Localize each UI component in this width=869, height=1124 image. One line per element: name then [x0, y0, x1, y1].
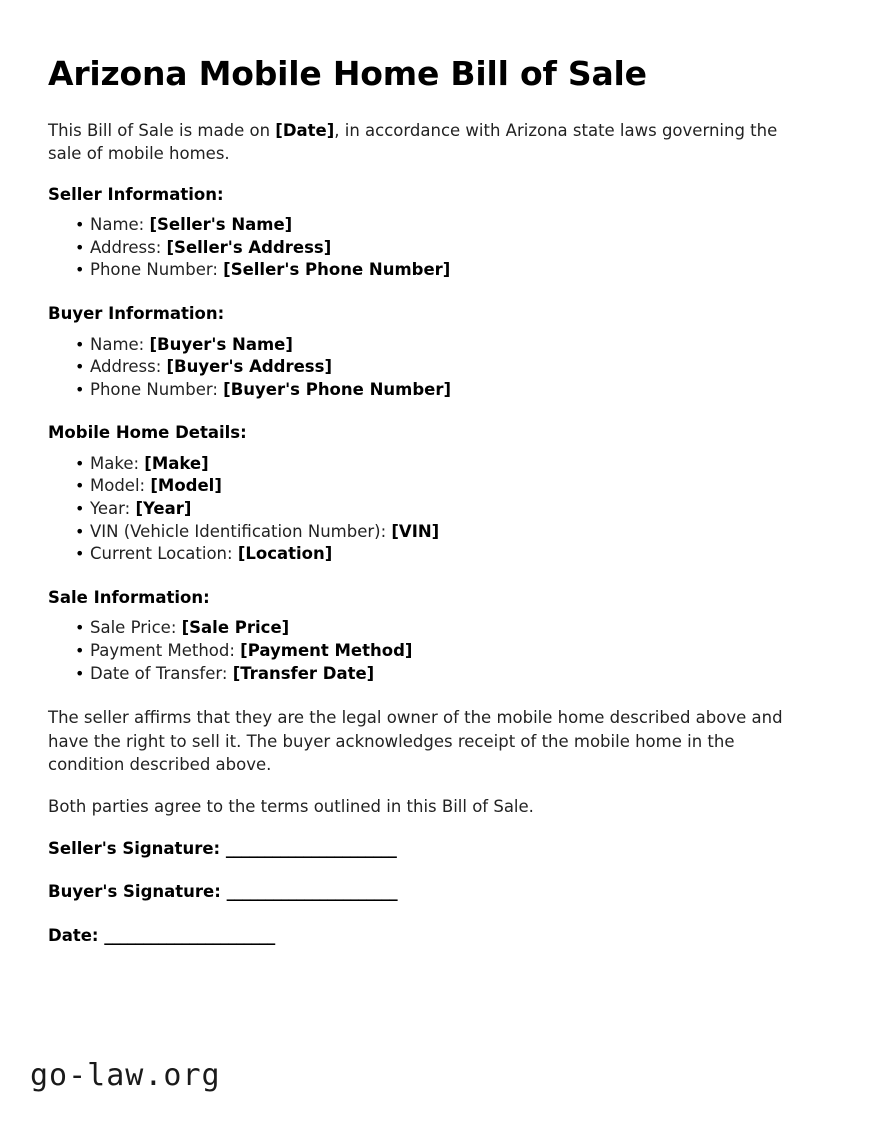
- field-list: [48, 618, 808, 684]
- field-label: Date of Transfer:: [90, 663, 233, 683]
- intro-text-before: This Bill of Sale is made on: [48, 120, 276, 140]
- date-signature-line: [48, 925, 808, 946]
- seller-signature-label: Seller's Signature:: [48, 838, 226, 858]
- seller-signature-line: [48, 838, 808, 859]
- section-buyer-information: [48, 303, 808, 400]
- section-mobile-home-details: [48, 422, 808, 565]
- field-list: [48, 215, 808, 281]
- intro-text-after: , in accordance with Arizona state laws governing the sale of mobile homes.: [48, 120, 778, 164]
- date-label: Date:: [48, 925, 105, 945]
- field-value: [Buyer's Address]: [166, 357, 332, 377]
- field-label: Address:: [90, 357, 167, 377]
- field-list: [48, 335, 808, 401]
- list-item: [48, 215, 808, 236]
- agreement-paragraph: Both parties agree to the terms outlined in this Bill of Sale.: [48, 796, 534, 816]
- field-label: Address:: [90, 237, 167, 257]
- field-list: [48, 454, 808, 565]
- list-item: [48, 618, 808, 639]
- section-seller-information: [48, 184, 808, 281]
- field-value: [Buyer's Name]: [149, 334, 293, 354]
- field-label: Phone Number:: [90, 379, 224, 399]
- field-value: [Seller's Address]: [166, 237, 332, 257]
- buyer-signature-label: Buyer's Signature:: [48, 882, 227, 902]
- intro-paragraph: [48, 119, 806, 166]
- field-value: [Payment Method]: [240, 641, 413, 661]
- document-body: [48, 55, 808, 968]
- section-heading: Seller Information:: [48, 184, 224, 204]
- field-value: [Make]: [144, 453, 209, 473]
- field-value: [Transfer Date]: [232, 663, 375, 683]
- intro-date-placeholder: [Date]: [275, 120, 335, 140]
- field-value: [Location]: [237, 544, 333, 564]
- section-sale-information: [48, 587, 808, 684]
- field-label: Current Location:: [90, 544, 238, 564]
- field-label: Make:: [90, 453, 145, 473]
- field-label: Year:: [90, 499, 136, 519]
- list-item: [48, 641, 808, 662]
- field-value: [Sale Price]: [181, 618, 290, 638]
- footer-watermark: go-law.org: [30, 1058, 221, 1093]
- section-heading: Mobile Home Details:: [48, 423, 247, 443]
- list-item: [48, 454, 808, 475]
- section-heading: Buyer Information:: [48, 304, 225, 324]
- field-value: [Year]: [135, 499, 192, 519]
- list-item: [48, 499, 808, 520]
- page-title: Arizona Mobile Home Bill of Sale: [48, 54, 647, 93]
- field-value: [Seller's Name]: [149, 215, 293, 235]
- field-label: Name:: [90, 215, 150, 235]
- field-label: Payment Method:: [90, 641, 241, 661]
- field-value: [Model]: [150, 476, 222, 496]
- signature-rule[interactable]: ______________________: [104, 925, 275, 945]
- section-heading: Sale Information:: [48, 587, 210, 607]
- field-label: Phone Number:: [90, 260, 224, 280]
- list-item: [48, 522, 808, 543]
- list-item: [48, 238, 808, 259]
- field-label: Name:: [90, 334, 150, 354]
- field-value: [Buyer's Phone Number]: [223, 379, 452, 399]
- affirmation-paragraph: The seller affirms that they are the legal owner of the mobile home described above and have the right to sell it. The buyer acknowledges receipt of the mobile home in the condition described above.: [48, 708, 783, 775]
- list-item: [48, 335, 808, 356]
- list-item: [48, 380, 808, 401]
- field-label: Model:: [90, 476, 151, 496]
- buyer-signature-line: [48, 881, 808, 902]
- signature-rule[interactable]: ______________________: [226, 882, 398, 902]
- list-item: [48, 357, 808, 378]
- list-item: [48, 476, 808, 497]
- field-label: Sale Price:: [90, 618, 182, 638]
- list-item: [48, 260, 808, 281]
- list-item: [48, 544, 808, 565]
- field-value: [Seller's Phone Number]: [223, 260, 451, 280]
- field-value: [VIN]: [391, 521, 440, 541]
- signature-rule[interactable]: ______________________: [225, 838, 397, 858]
- field-label: VIN (Vehicle Identification Number):: [90, 521, 392, 541]
- list-item: [48, 664, 808, 685]
